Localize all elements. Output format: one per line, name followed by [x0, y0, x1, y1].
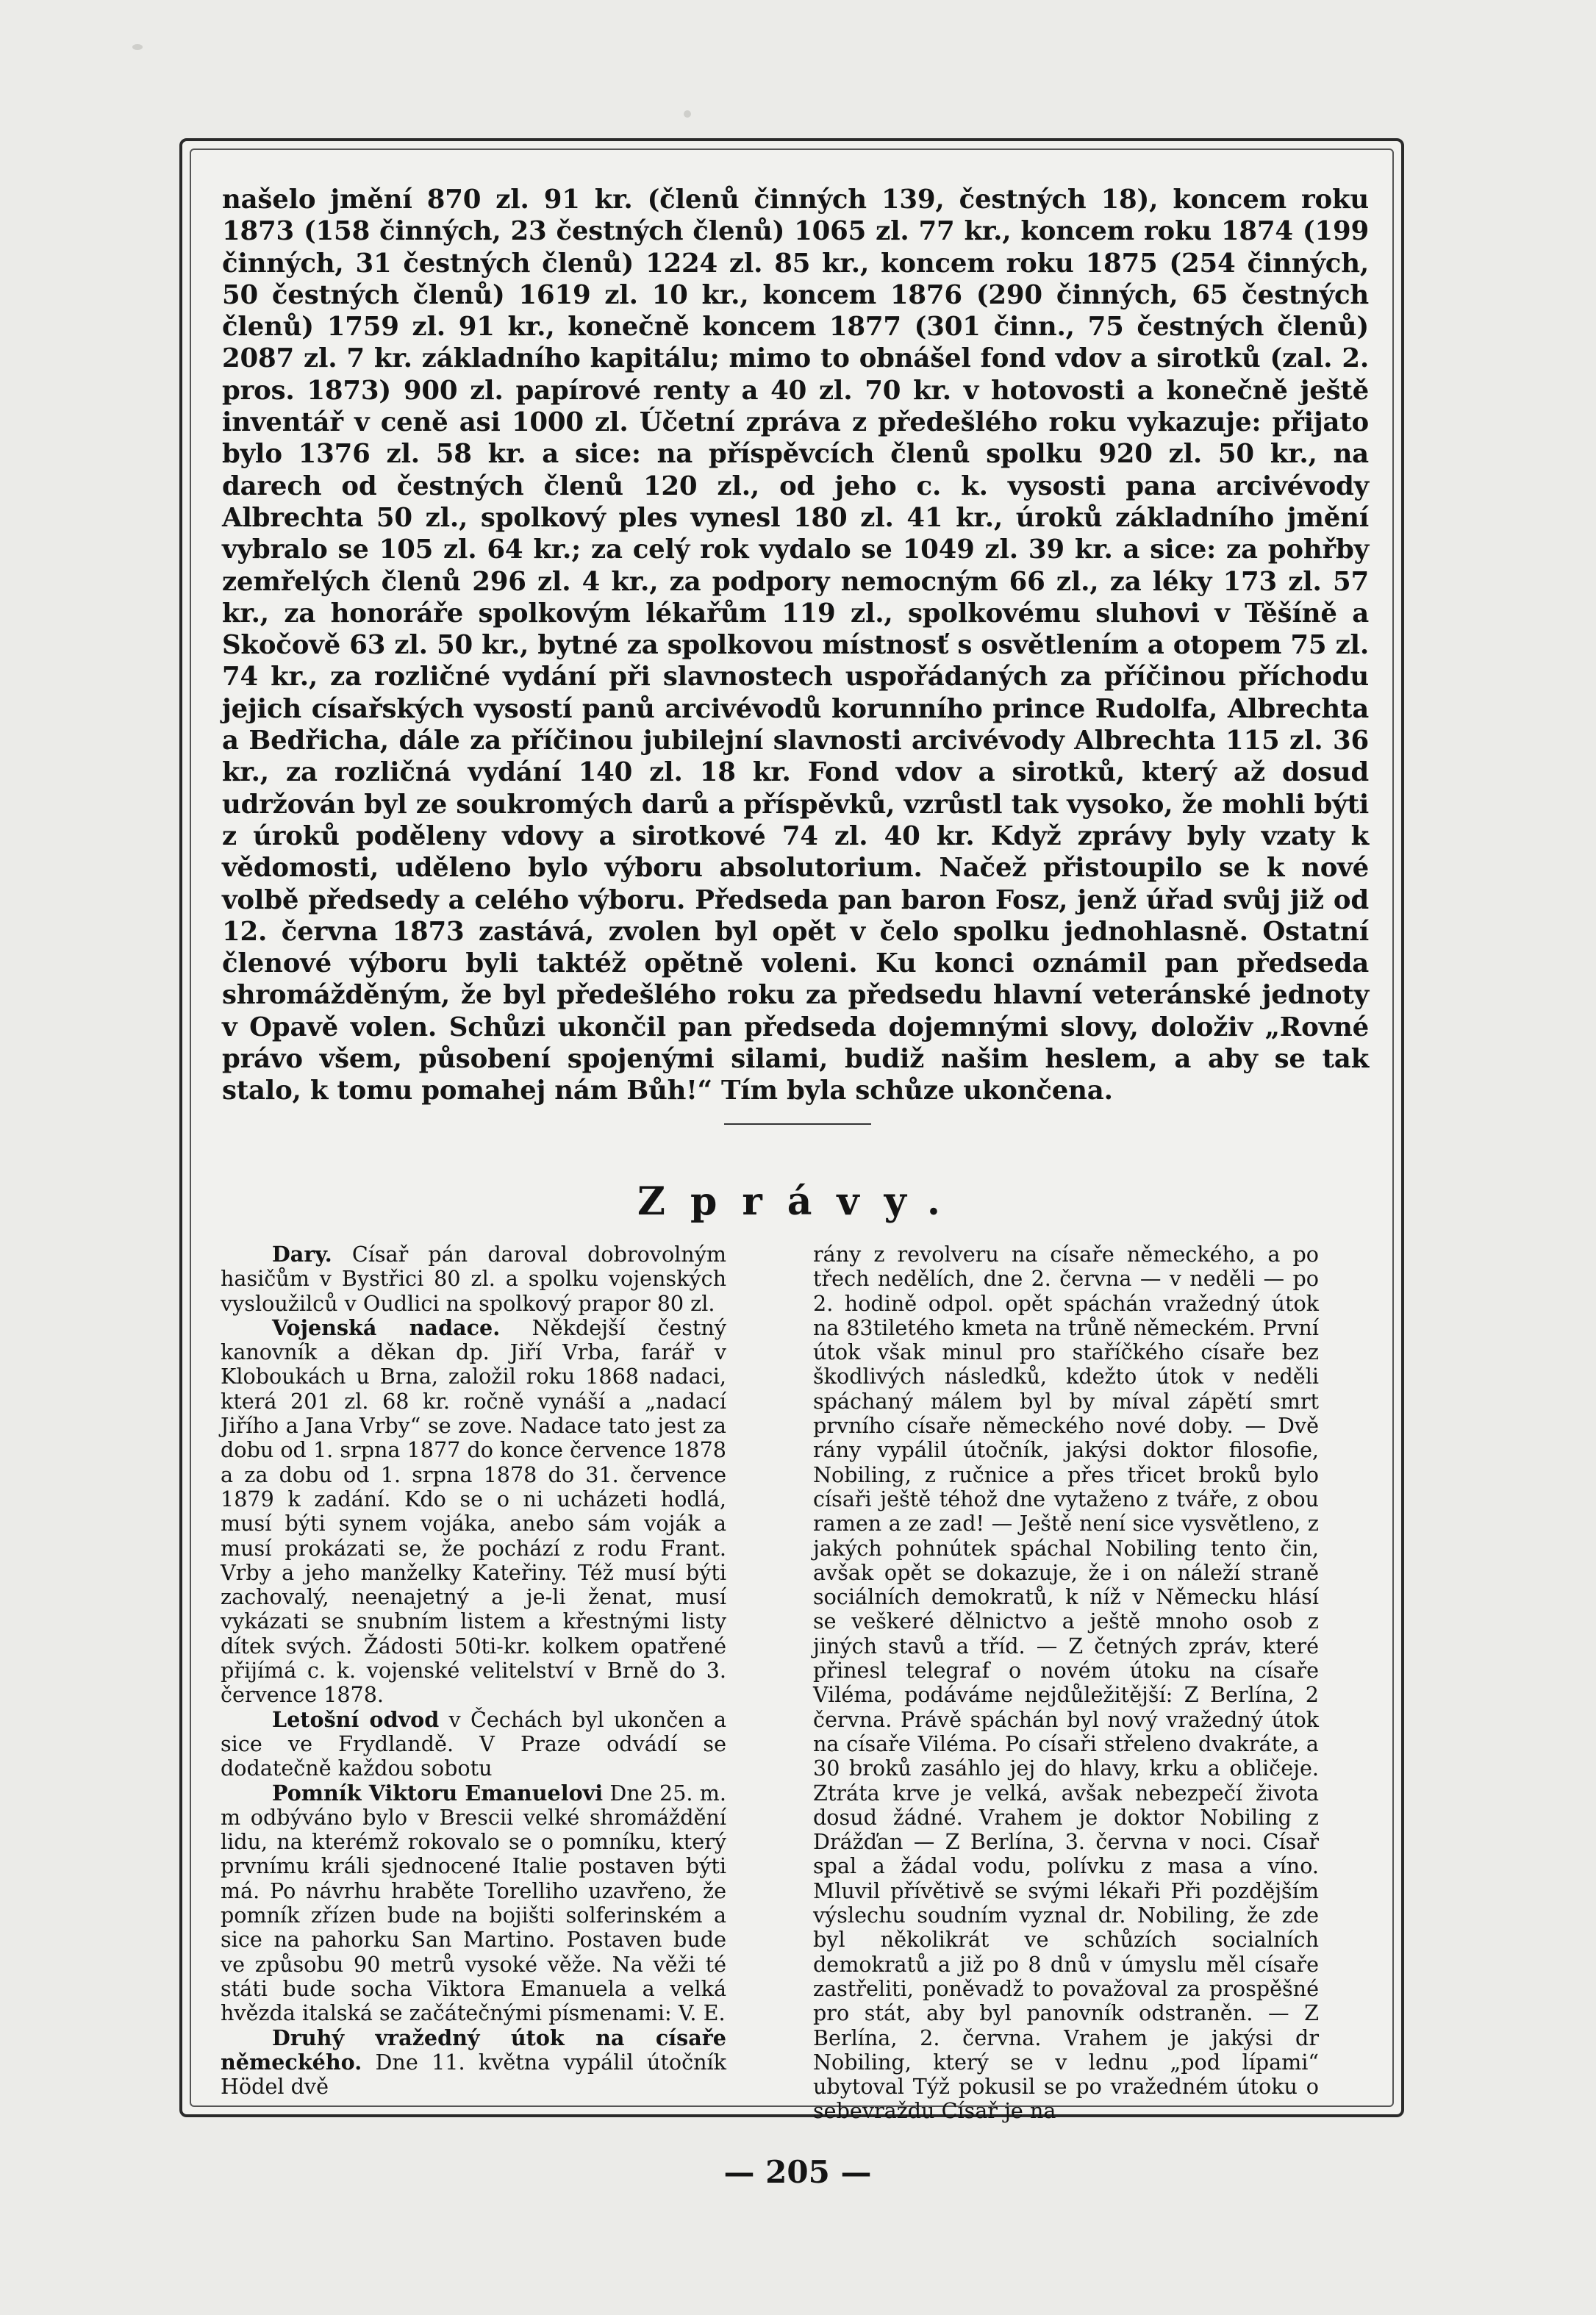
news-item — [221, 1781, 726, 2026]
news-item — [221, 1242, 726, 1316]
news-item-text: Někdejší čestný kanovník a děkan dp. Jiří Vrba, farář v Kloboukách u Brna, založil roku 1868 nadaci, která 201 zl. 68 kr. ročně vynáší a „nadací Jiřího a Jana Vrby“ se zove. Nadace tato jest za dobu od 1. srpna 1877 do konce července 1878 a za dobu od 1. srpna 1878 do 31. července 1879 k zadání. Kdo se o ni ucházeti hodlá, musí býti synem vojáka, anebo sám voják a musí prokázati se, že pochází z rodu Frant. Vrby a jeho manželky Kateřiny. Též musí býti zachovalý, neenajetný a je-li ženat, musí vykázati se snubním listem a křestnými listy dítek svých. Žádosti 50ti-kr. kolkem opatřené přijímá c. k. vojenské velitelství v Brně do 3. července 1878. — [221, 1314, 726, 1708]
news-item-text: Dne 11. května vypálil útočník Hödel dvě — [221, 2049, 726, 2100]
section-divider — [724, 1123, 871, 1125]
intro-paragraph: našelo jmění 870 zl. 91 kr. (členů činných 139, čestných 18), koncem roku 1873 (158 činných, 23 čestných členů) 1065 zl. 77 kr., koncem roku 1874 (199 činných, 31 čestných členů) 1224 zl. 85 kr., koncem roku 1875 (254 činných, 50 čestných členů) 1619 zl. 10 kr., koncem 1876 (290 činných, 65 čestných členů) 1759 zl. 91 kr., konečně koncem 1877 (301 činn., 75 čestných členů) 2087 zl. 7 kr. základního kapitálu; mimo to obnášel fond vdov a sirotků (zal. 2. pros. 1873) 900 zl. papírové renty a 40 zl. 70 kr. v hotovosti a konečně ještě inventář v ceně asi 1000 zl. Účetní zpráva z předešlého roku vykazuje: přijato bylo 1376 zl. 58 kr. a sice: na příspěvcích členů spolku 920 zl. 50 kr., na darech od čestných členů 120 zl., od jeho c. k. vysosti pana arcivévody Albrechta 50 zl., spolkový ples vynesl 180 zl. 41 kr., úroků základního jmění vybralo se 105 zl. 64 kr.; za celý rok vydalo se 1049 zl. 39 kr. a sice: za pohřby zemřelých členů 296 zl. 4 kr., za podpory nemocným 66 zl., za léky 173 zl. 57 kr., za honoráře spolkovým lékařům 119 zl., spolkovému sluhovi v Těšíně a Skočově 63 zl. 50 kr., bytné za spolkovou místnosť s osvětlením a otopem 75 zl. 74 kr., za rozličné vydání při slavnostech uspořádaných za příčinou příchodu jejich císařských vysostí panů arcivévodů korunního prince Rudolfa, Albrechta a Bedřicha, dále za příčinou jubilejní slavnosti arcivévody Albrechta 115 zl. 36 kr., za rozličná vydání 140 zl. 18 kr. Fond vdov a sirotků, který až dosud udržován byl ze soukromých darů a příspěvků, vzrůstl tak vysoko, že mohli býti z úroků poděleny vdovy a sirotkové 74 zl. 40 kr. Když zprávy byly vzaty k vědomosti, uděleno bylo výboru absolutorium. Načež přistoupilo se k nové volbě předsedy a celého výboru. Předseda pan baron Fosz, jenž úřad svůj již od 12. června 1873 zastává, zvolen byl opět v čelo spolku jednohlasně. Ostatní členové výboru byli taktéž opětně voleni. Ku konci oznámil pan předseda shromážděným, že byl předešlého roku za předsedu hlavní veteránské jednoty v Opavě volen. Schůzi ukončil pan předseda dojemnými slovy, doloživ „Rovné právo všem, působení spojenými silami, budiž našim heslem, a aby se tak stalo, k tomu pomahej nám Bůh!“ Tím byla schůze ukončena. — [222, 185, 1369, 1106]
news-item-text: v Čechách byl ukončen a sice ve Frydlandě. V Praze odvádí se dodatečně každou sobotu — [221, 1706, 726, 1781]
news-column-right — [813, 1242, 1319, 2124]
news-item-head: Vojenská nadace. — [272, 1314, 501, 1340]
news-item-head: Dary. — [272, 1242, 332, 1267]
paper-speck — [684, 110, 691, 118]
section-heading: Zprávy. — [637, 1179, 965, 1224]
news-item-head: Letošní odvod — [272, 1706, 440, 1732]
news-item-text: Císař pán daroval dobrovolným hasičům v Bystřici 80 zl. a spolku vojenských vysloužilců v Oudlici na spolkový prapor 80 zl. — [221, 1242, 726, 1316]
news-item — [221, 1316, 726, 1708]
news-column-left — [221, 1242, 726, 2100]
news-item-head: Pomník Viktoru Emanuelovi — [272, 1780, 604, 1806]
news-item-continued: rány z revolveru na císaře německého, a po třech nedělích, dne 2. června — v neděli — po 2. hodině odpol. opět spáchán vražedný útok na 83tiletého kmeta na trůně německém. První útok však minul pro staříčkého císaře bez škodlivých následků, kdežto útok v neděli spáchaný málem byl by míval zápětí smrt prvního císaře německého nové doby. — Dvě rány vypálil útočník, jakýsi doktor filosofie, Nobiling, z ručnice a přes třicet broků bylo císaři ještě téhož dne vytaženo z tváře, z obou ramen a ze zad! — Ještě není sice vysvětleno, z jakých pohnútek spáchal Nobiling tento čin, avšak opět se dokazuje, že i on náleží straně sociálních demokratů, k níž v Německu hlásí se veškeré dělnictvo a ještě mnoho osob z jiných stavů a tříd. — Z četných zpráv, které přinesl telegraf o novém útoku na císaře Viléma, podáváme nejdůležitější: Z Berlína, 2 června. Právě spáchán byl nový vražedný útok na císaře Viléma. Po císaři střeleno dvakráte, a 30 broků zasáhlo jej do hlavy, krku a obličeje. Ztráta krve je velká, avšak nebezpečí života dosud žádné. Vrahem je doktor Nobiling z Drážďan — Z Berlína, 3. června v noci. Císař spal a žádal vodu, polívku z masa a víno. Mluvil přívětivě se svými lékaři Při pozdějším výslechu soudním vyznal dr. Nobiling, že zde byl několikrát ve schůzích socialních demokratů a již po 8 dnů v úmyslu měl císaře zastřeliti, poněvadž to považoval za prospěšné pro stát, aby byl panovník odstraněn. — Z Berlína, 2. června. Vrahem je jakýsi dr Nobiling, který se v lednu „pod lípami“ ubytoval Týž pokusil se po vražedném útoku o sebevraždu Císař je na — [813, 1242, 1319, 2124]
news-item — [221, 2026, 726, 2100]
paper-speck — [132, 44, 143, 50]
news-item-head: Druhý vražedný útok na císaře německého. — [221, 2025, 726, 2075]
page-number: — 205 — — [723, 2154, 872, 2190]
news-item — [221, 1708, 726, 1781]
news-item-text: Dne 25. m. m odbýváno bylo v Brescii velké shromáždění lidu, na kterémž rokovalo se o pomníku, který prvnímu králi sjednocené Italie postaven býti má. Po návrhu hraběte Torelliho uzavřeno, že pomník zřízen bude na bojišti solferinském a sice na pahorku San Martino. Postaven bude ve způsobu 90 metrů vysoké věže. Na věži té státi bude socha Viktora Emanuela a velká hvězda italská se začátečnými písmenami: V. E. — [221, 1780, 726, 2026]
